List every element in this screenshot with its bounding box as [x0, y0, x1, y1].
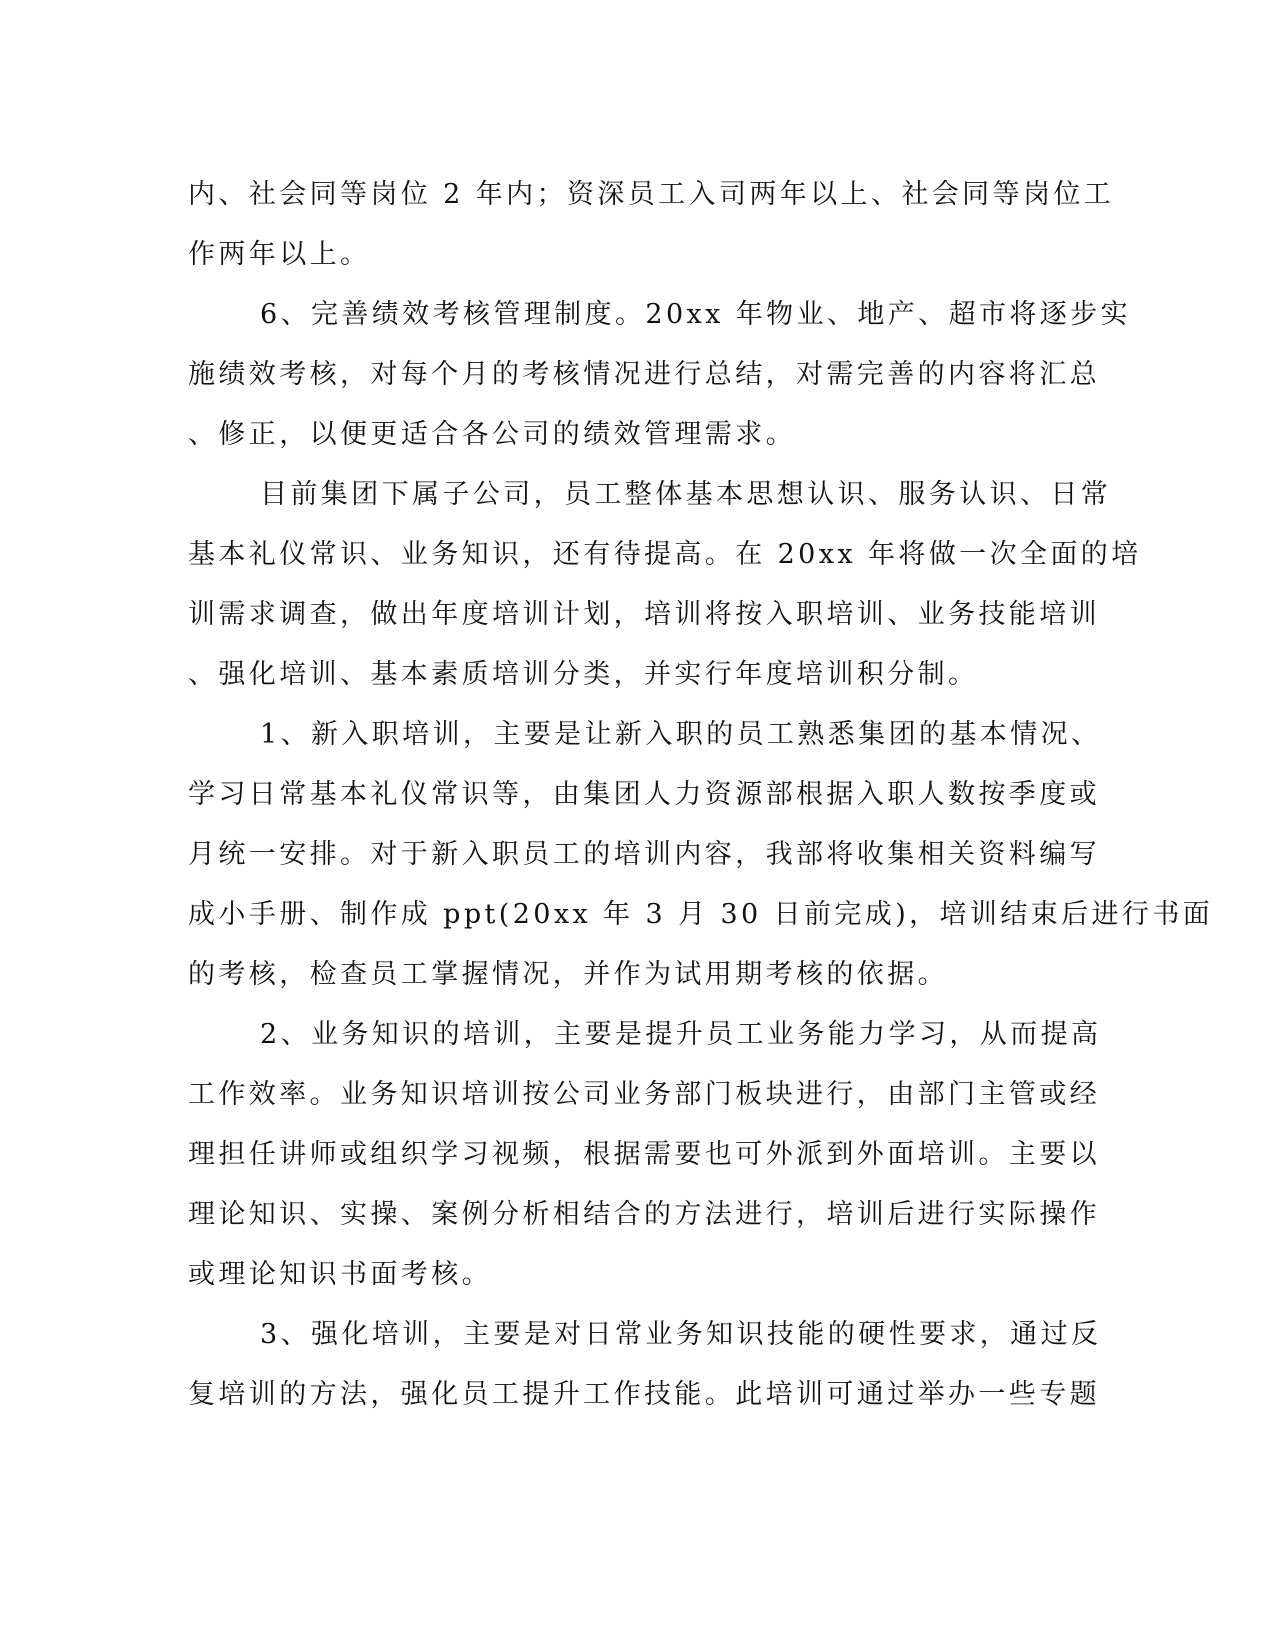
text-line: 或理论知识书面考核。 — [188, 1259, 492, 1290]
text-line: 、强化培训、基本素质培训分类，并实行年度培训积分制。 — [188, 659, 979, 690]
text-line: 作两年以上。 — [188, 239, 371, 270]
text-line: 训需求调查，做出年度培训计划，培训将按入职培训、业务技能培训 — [188, 599, 1100, 630]
paragraph-start-line: 目前集团下属子公司，员工整体基本思想认识、服务认识、日常 — [260, 479, 1112, 510]
text-line: 成小手册、制作成 ppt(20xx 年 3 月 30 日前完成)，培训结束后进行书面 — [188, 899, 1214, 930]
text-line: 施绩效考核，对每个月的考核情况进行总结，对需完善的内容将汇总 — [188, 359, 1100, 390]
paragraph-start-line: 1、新入职培训，主要是让新入职的员工熟悉集团的基本情况、 — [260, 719, 1102, 750]
text-line: 、修正，以便更适合各公司的绩效管理需求。 — [188, 419, 796, 450]
text-line: 理担任讲师或组织学习视频，根据需要也可外派到外面培训。主要以 — [188, 1139, 1100, 1170]
text-line: 内、社会同等岗位 2 年内；资深员工入司两年以上、社会同等岗位工 — [188, 179, 1115, 210]
text-line: 工作效率。业务知识培训按公司业务部门板块进行，由部门主管或经 — [188, 1079, 1100, 1110]
text-line: 理论知识、实操、案例分析相结合的方法进行，培训后进行实际操作 — [188, 1199, 1100, 1230]
paragraph-start-line: 2、业务知识的培训，主要是提升员工业务能力学习，从而提高 — [260, 1019, 1102, 1050]
text-line: 月统一安排。对于新入职员工的培训内容，我部将收集相关资料编写 — [188, 839, 1100, 870]
text-line: 学习日常基本礼仪常识等，由集团人力资源部根据入职人数按季度或 — [188, 779, 1100, 810]
paragraph-start-line: 3、强化培训，主要是对日常业务知识技能的硬性要求，通过反 — [260, 1319, 1102, 1350]
document-body — [188, 165, 1214, 1425]
text-line: 复培训的方法，强化员工提升工作技能。此培训可通过举办一些专题 — [188, 1379, 1100, 1410]
text-line: 基本礼仪常识、业务知识，还有待提高。在 20xx 年将做一次全面的培 — [188, 539, 1142, 570]
text-line: 的考核，检查员工掌握情况，并作为试用期考核的依据。 — [188, 959, 948, 990]
paragraph-start-line: 6、完善绩效考核管理制度。20xx 年物业、地产、超市将逐步实 — [260, 299, 1131, 330]
